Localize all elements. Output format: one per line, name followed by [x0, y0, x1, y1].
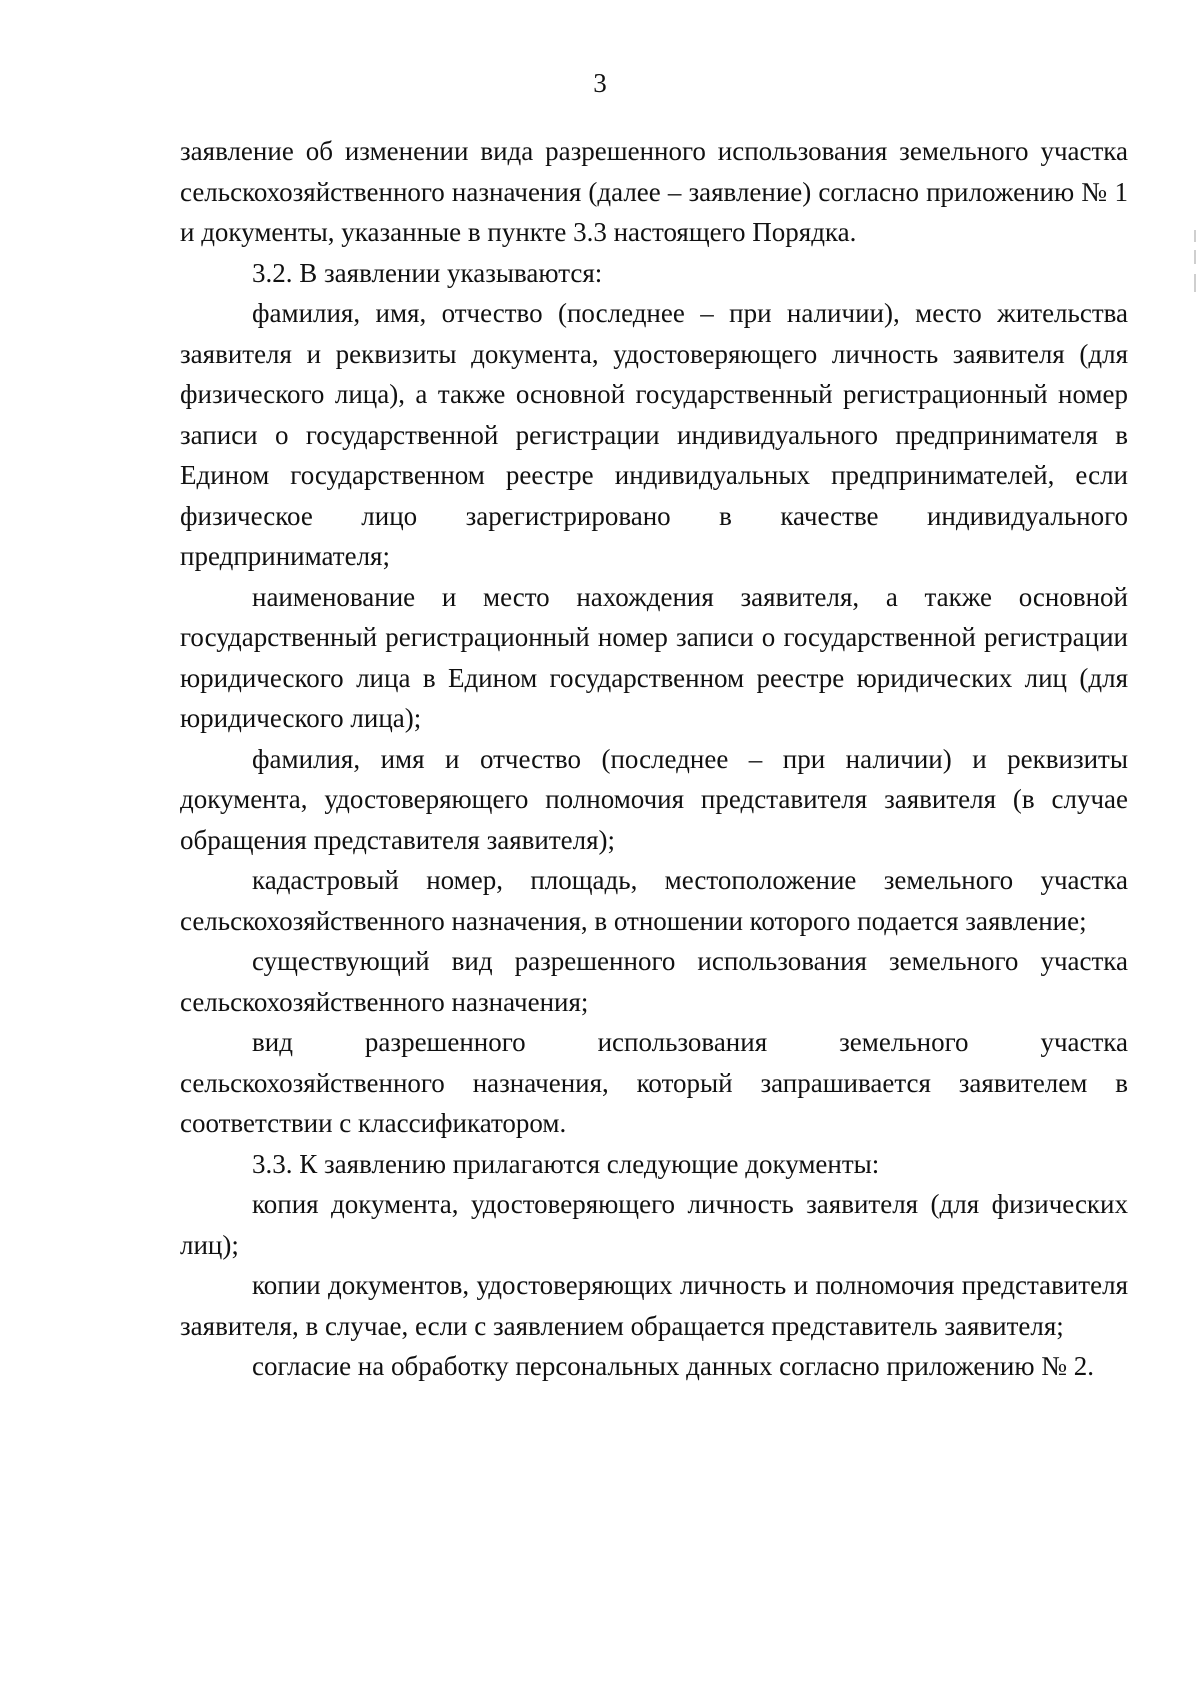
- paragraph-identity-copy: копия документа, удостоверяющего личность заявителя (для физических лиц);: [180, 1189, 1128, 1260]
- paragraph-representative: фамилия, имя и отчество (последнее – при наличии) и реквизиты документа, удостоверяющего полномочия представителя заявителя (в случае обращения представителя заявителя);: [180, 743, 1128, 855]
- paragraph-personal-data-consent: согласие на обработку персональных данных согласно приложению № 2.: [252, 1351, 1094, 1381]
- paragraph-existing-use: существующий вид разрешенного использования земельного участка сельскохозяйственного назначения;: [180, 946, 1128, 1017]
- paragraph-requested-use: вид разрешенного использования земельного участка сельскохозяйственного назначения, который запрашивается заявителем в соответствии с классификатором.: [180, 1027, 1128, 1138]
- paragraph-representative-documents: копии документов, удостоверяющих личность и полномочия представителя заявителя, в случае, если с заявлением обращается представитель заявителя;: [180, 1270, 1128, 1341]
- paragraph-application-intro: заявление об изменении вида разрешенного использования земельного участка сельскохозяйственного назначения (далее – заявление) согласно приложению № 1 и документы, указанные в пункте 3.3 настоящего Порядка.: [180, 136, 1128, 247]
- document-body: [180, 131, 1128, 1387]
- paragraph-legal-entity-applicant: наименование и место нахождения заявителя, а также основной государственный регистрационный номер записи о государственной регистрации юридического лица в Едином государственном реестре юридических лиц (для юридического лица);: [180, 581, 1128, 733]
- scan-edge-mark: [1194, 230, 1196, 292]
- paragraph-cadastral-number: кадастровый номер, площадь, местоположение земельного участка сельскохозяйственного назначения, в отношении которого подается заявление;: [180, 865, 1128, 936]
- paragraph-section-3-3-heading: 3.3. К заявлению прилагаются следующие документы:: [252, 1148, 880, 1179]
- paragraph-section-3-2-heading: 3.2. В заявлении указываются:: [252, 257, 603, 288]
- page-number: 3: [593, 68, 607, 98]
- paragraph-individual-applicant: фамилия, имя, отчество (последнее – при наличии), место жительства заявителя и реквизиты документа, удостоверяющего личность заявителя (для физического лица), а также основной государственный регистрационный номер записи о государственной регистрации индивидуального предпринимателя в Едином государственном реестре индивидуальных предпринимателей, если физическое лицо зарегистрировано в качестве индивидуального предпринимателя;: [180, 298, 1128, 571]
